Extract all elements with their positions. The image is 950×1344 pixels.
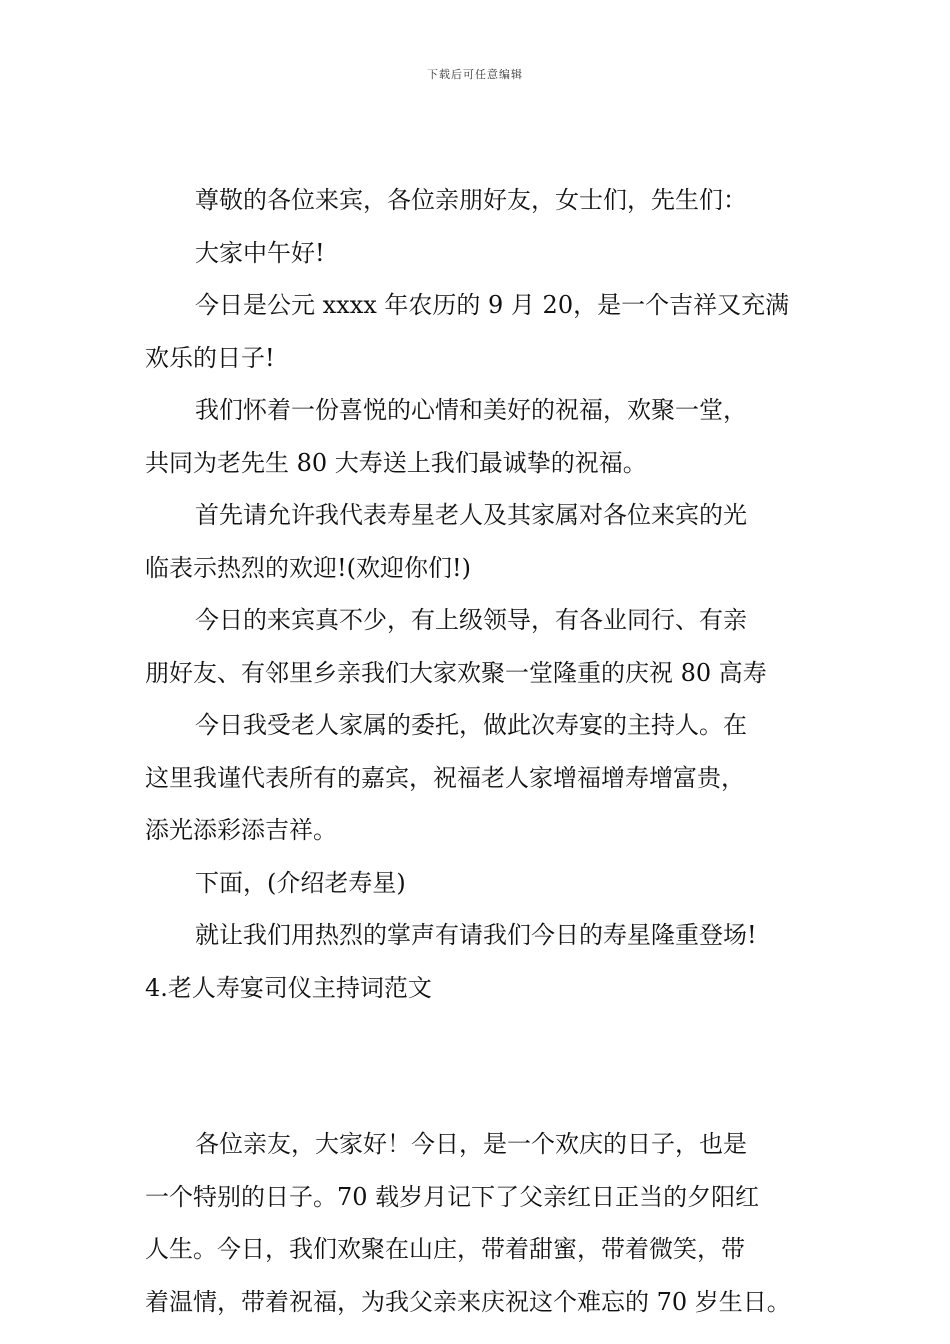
greeting-line: 尊敬的各位来宾，各位亲朋好友，女士们，先生们：	[195, 186, 747, 214]
paragraph-line: 下面，(介绍老寿星)	[195, 868, 406, 897]
paragraph-line: 各位亲友，大家好！今日，是一个欢庆的日子，也是	[195, 1130, 747, 1158]
paragraph-line: 今日的来宾真不少，有上级领导，有各业同行、有亲	[195, 606, 747, 634]
paragraph-line: 朋好友、有邻里乡亲我们大家欢聚一堂隆重的庆祝 80 高寿	[145, 658, 767, 687]
paragraph-line: 今日我受老人家属的委托，做此次寿宴的主持人。在	[195, 711, 747, 739]
paragraph-line: 一个特别的日子。70 载岁月记下了父亲红日正当的夕阳红	[145, 1182, 760, 1211]
page-header: 下载后可任意编辑	[427, 68, 523, 81]
paragraph-line: 今日是公元 xxxx 年农历的 9 月 20，是一个吉祥又充满	[195, 291, 790, 319]
document-body	[145, 177, 810, 1331]
paragraph-line: 大家中午好!	[195, 238, 325, 267]
paragraph-line: 首先请允许我代表寿星老人及其家属对各位来宾的光	[195, 501, 747, 529]
paragraph-line: 就让我们用热烈的掌声有请我们今日的寿星隆重登场!	[195, 921, 757, 949]
paragraph-line: 人生。今日，我们欢聚在山庄，带着甜蜜，带着微笑，带	[145, 1235, 745, 1263]
paragraph-line: 共同为老先生 80 大寿送上我们最诚挚的祝福。	[145, 448, 647, 477]
paragraph-line: 这里我谨代表所有的嘉宾，祝福老人家增福增寿增富贵，	[145, 763, 745, 792]
paragraph-line: 着温情，带着祝福，为我父亲来庆祝这个难忘的 70 岁生日。	[145, 1287, 791, 1316]
section-heading: 4.老人寿宴司仪主持词范文	[145, 973, 432, 1002]
blank-space	[145, 1017, 810, 1121]
paragraph-line: 我们怀着一份喜悦的心情和美好的祝福，欢聚一堂，	[195, 396, 747, 424]
paragraph-line: 添光添彩添吉祥。	[145, 816, 337, 844]
paragraph-line: 临表示热烈的欢迎!(欢迎你们!)	[145, 553, 472, 582]
paragraph-line: 欢乐的日子!	[145, 343, 275, 372]
